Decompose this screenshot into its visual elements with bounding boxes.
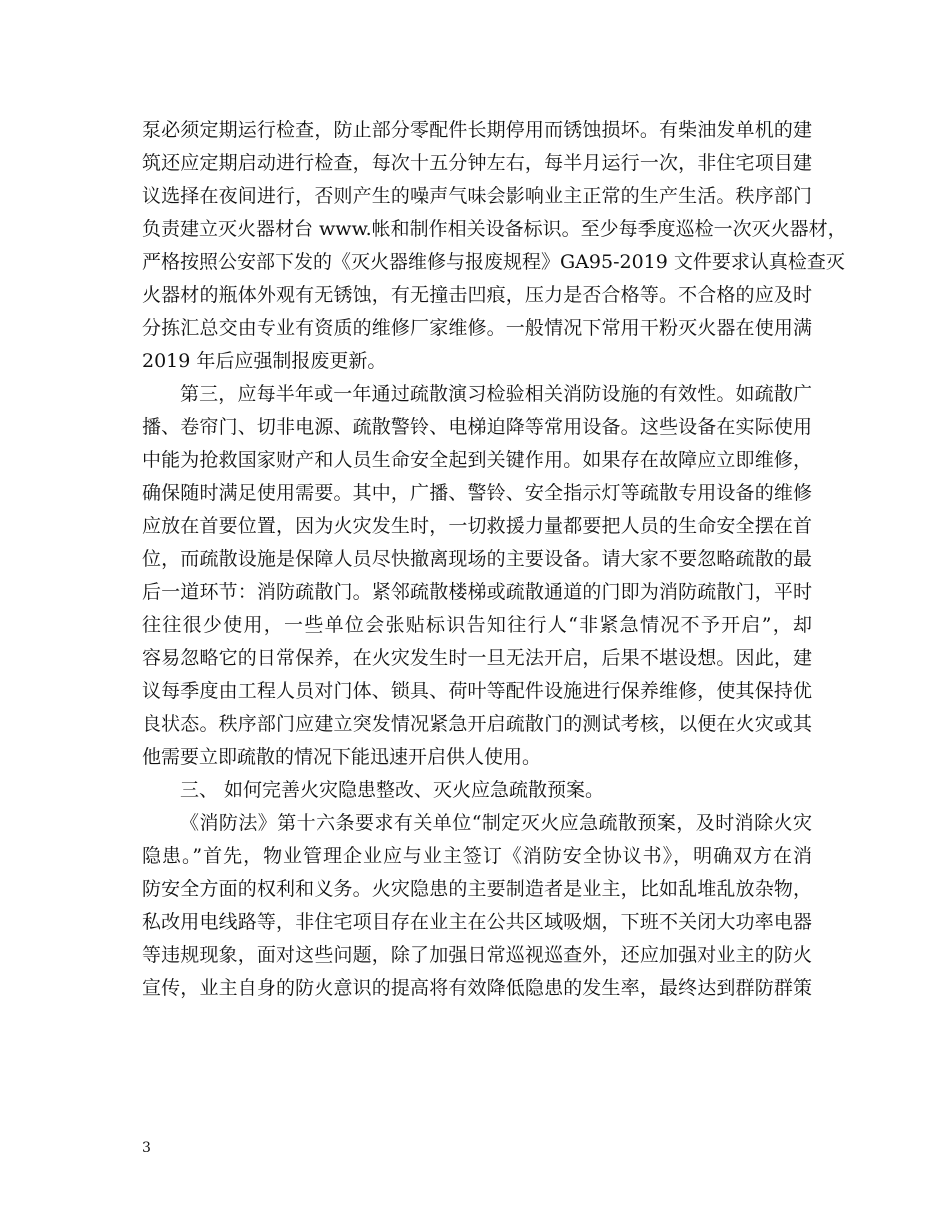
text-line: 负责建立灭火器材台 www.帐和制作相关设备标识。至少每季度巡检一次灭火器材， — [142, 218, 847, 240]
text-line: 确保随时满足使用需要。其中，广播、警铃、安全指示灯等疏散专用设备的维修 — [142, 482, 812, 504]
text-line: 播、卷帘门、切非电源、疏散警铃、电梯迫降等常用设备。这些设备在实际使用 — [142, 416, 812, 438]
text-line: 火器材的瓶体外观有无锈蚀，有无撞击凹痕，压力是否合格等。不合格的应及时 — [142, 284, 812, 306]
body-text — [142, 114, 847, 1005]
text-line: 2019 年后应强制报废更新。 — [142, 350, 387, 372]
text-line: 容易忽略它的日常保养，在火灾发生时一旦无法开启，后果不堪设想。因此，建 — [142, 647, 812, 669]
text-line: 筑还应定期启动进行检查，每次十五分钟左右，每半月运行一次，非住宅项目建 — [142, 152, 812, 174]
text-line: 《消防法》第十六条要求有关单位“制定灭火应急疏散预案，及时消除火灾 — [180, 812, 812, 834]
section-heading: 三、 如何完善火灾隐患整改、灭火应急疏散预案。 — [180, 779, 605, 801]
text-line: 泵必须定期运行检查，防止部分零配件长期停用而锈蚀损坏。有柴油发单机的建 — [142, 119, 812, 141]
text-line: 良状态。秩序部门应建立突发情况紧急开启疏散门的测试考核，以便在火灾或其 — [142, 713, 812, 735]
text-line: 等违规现象，面对这些问题，除了加强日常巡视巡查外，还应加强对业主的防火 — [142, 944, 812, 966]
text-line: 私改用电线路等，非住宅项目存在业主在公共区域吸烟，下班不关闭大功率电器 — [142, 911, 812, 933]
text-line: 议每季度由工程人员对门体、锁具、荷叶等配件设施进行保养维修，使其保持优 — [142, 680, 812, 702]
page-number: 3 — [142, 1140, 151, 1156]
text-line: 严格按照公安部下发的《灭火器维修与报废规程》GA95-2019 文件要求认真检查灭 — [142, 251, 845, 273]
text-line: 分拣汇总交由专业有资质的维修厂家维修。一般情况下常用干粉灭火器在使用满 — [142, 317, 812, 339]
text-line: 后一道环节：消防疏散门。紧邻疏散楼梯或疏散通道的门即为消防疏散门，平时 — [142, 581, 812, 603]
text-line: 应放在首要位置，因为火灾发生时，一切救援力量都要把人员的生命安全摆在首 — [142, 515, 812, 537]
text-line: 宣传，业主自身的防火意识的提高将有效降低隐患的发生率，最终达到群防群策 — [142, 977, 812, 999]
text-line: 第三，应每半年或一年通过疏散演习检验相关消防设施的有效性。如疏散广 — [180, 383, 812, 405]
text-line: 隐患。”首先，物业管理企业应与业主签订《消防安全协议书》，明确双方在消 — [142, 845, 812, 867]
text-line: 中能为抢救国家财产和人员生命安全起到关键作用。如果存在故障应立即维修， — [142, 449, 812, 471]
text-line: 他需要立即疏散的情况下能迅速开启供人使用。 — [142, 746, 542, 768]
text-line: 议选择在夜间进行，否则产生的噪声气味会影响业主正常的生产生活。秩序部门 — [142, 185, 812, 207]
text-line: 位，而疏散设施是保障人员尽快撤离现场的主要设备。请大家不要忽略疏散的最 — [142, 548, 812, 570]
text-line: 往往很少使用，一些单位会张贴标识告知往行人“非紧急情况不予开启”，却 — [142, 614, 812, 636]
text-line: 防安全方面的权利和义务。火灾隐患的主要制造者是业主，比如乱堆乱放杂物， — [142, 878, 812, 900]
